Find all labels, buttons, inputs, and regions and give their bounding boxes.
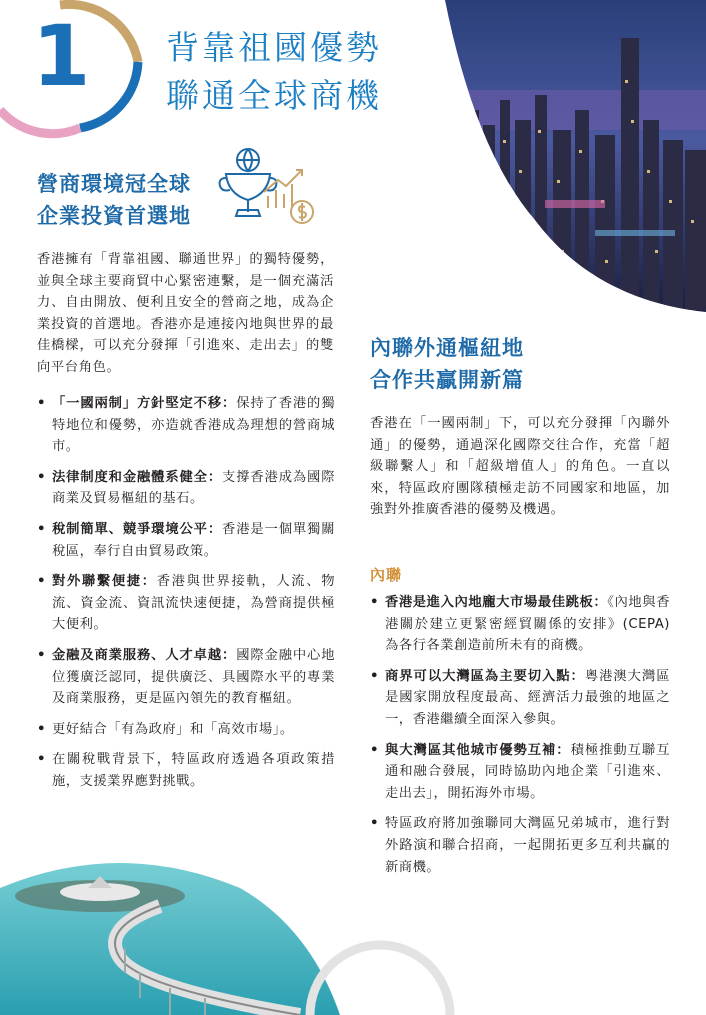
list-item <box>37 571 335 636</box>
bullet-text: 積極推動互聯互通和融合發展，同時協助內地企業「引進來、走出去」，開拓海外市場。 <box>385 742 671 801</box>
bullet-text: 更好結合「有為政府」和「高效市場」。 <box>52 721 294 737</box>
right-heading <box>370 332 524 396</box>
list-item <box>37 645 335 710</box>
decorative-arc-bottom <box>300 925 460 1015</box>
bullet-text: 粵港澳大灣區是國家開放程度最高、經濟活力最強的地區之一，香港繼續全面深入參與。 <box>385 668 671 727</box>
left-paragraph: 香港擁有「背靠祖國、聯通世界」的獨特優勢，並與全球主要商貿中心緊密連繫，是一個充滿活力、自由開放、便利且安全的營商之地，成為企業投資的首選地。香港亦是連接內地與世界的最佳橋樑，可以充分發揮「引進來、走出去」的雙向平台角色。 <box>37 252 334 375</box>
list-item <box>37 719 335 741</box>
title-line-2: 聯通全球商機 <box>166 76 382 115</box>
list-item <box>370 740 670 805</box>
list-item <box>370 666 670 731</box>
bridge-island-image <box>0 848 340 1015</box>
right-heading-line-1: 內聯外通樞紐地 <box>370 336 524 360</box>
left-heading-line-2: 企業投資首選地 <box>37 204 191 228</box>
trophy-globe-icon <box>216 146 320 232</box>
left-heading-line-1: 營商環境冠全球 <box>37 172 191 196</box>
left-heading <box>37 168 191 232</box>
page-title <box>166 24 382 120</box>
bullet-bold: 「一國兩制」方針堅定不移： <box>52 396 237 411</box>
list-item <box>37 519 335 562</box>
bullet-bold: 商界可以大灣區為主要切入點： <box>385 668 585 684</box>
bullet-bold: 金融及商業服務、人才卓越： <box>52 647 237 663</box>
bullet-text: 支撐香港成為國際商業及貿易樞紐的基石。 <box>52 469 336 507</box>
right-bullet-list <box>370 592 670 887</box>
subheading-neilian: 內聯 <box>370 566 403 584</box>
bullet-text: 保持了香港的獨特地位和優勢，亦造就香港成為理想的營商城市。 <box>52 396 336 455</box>
section-number: 1 <box>32 7 91 105</box>
title-line-1: 背靠祖國優勢 <box>166 28 382 67</box>
bullet-bold: 與大灣區其他城市優勢互補： <box>385 742 571 758</box>
bullet-bold: 法律制度和金融體系健全： <box>52 469 223 485</box>
list-item <box>37 467 335 510</box>
bullet-text: 香港與世界接軌，人流、物流、資金流、資訊流快速便捷，為營商提供極大便利。 <box>52 574 336 633</box>
left-bullet-list <box>37 393 335 802</box>
bullet-text: 香港是一個單獨關稅區，奉行自由貿易政策。 <box>52 521 336 559</box>
list-item <box>370 813 670 878</box>
right-paragraph: 香港在「一國兩制」下，可以充分發揮「內聯外通」的優勢，通過深化國際交往合作，充當「超級聯繫人」和「超級增值人」的角色。一直以來，特區政府團隊積極走訪不同國家和地區，加強對外推廣香港的優勢及機遇。 <box>370 416 670 518</box>
bullet-text: 《內地與香港關於建立更緊密經貿關係的安排》(CEPA) 為各行各業創造前所未有的商機。 <box>385 595 670 654</box>
bullet-bold: 對外聯繫便捷： <box>52 574 157 590</box>
list-item <box>370 592 670 657</box>
bullet-bold: 香港是進入內地龐大市場最佳跳板： <box>385 595 608 610</box>
bullet-bold: 稅制簡單、競爭環境公平： <box>52 521 223 537</box>
bullet-text: 在關稅戰背景下，特區政府透過各項政策措施，支援業界應對挑戰。 <box>52 752 335 789</box>
section-number-badge <box>0 0 150 140</box>
bullet-text: 特區政府將加強聯同大灣區兄弟城市，進行對外路演和聯合招商，一起開拓更多互利共贏的新商機。 <box>385 816 670 875</box>
right-heading-line-2: 合作共贏開新篇 <box>370 368 524 392</box>
list-item <box>37 749 335 792</box>
list-item <box>37 393 335 458</box>
city-skyline-image <box>445 0 706 312</box>
bullet-text: 國際金融中心地位獲廣泛認同，提供廣泛、具國際水平的專業及商業服務，更是區內領先的教育樞紐。 <box>52 647 336 707</box>
